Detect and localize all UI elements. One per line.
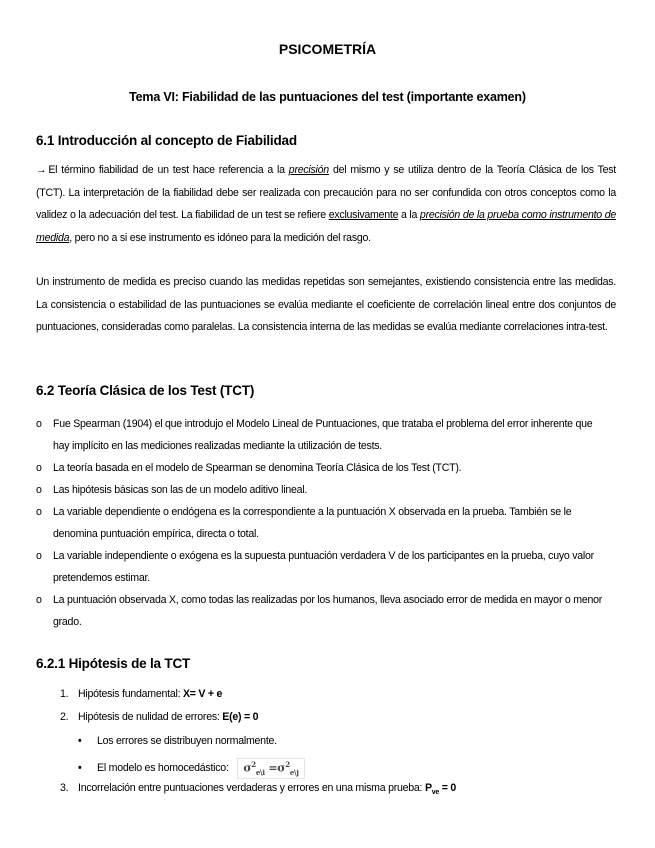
list-item: o La puntuación observada X, como todas las realizadas por los humanos, lleva asociado error de medida en mayor o menor grado. <box>36 589 611 633</box>
arrow-icon: → <box>36 164 47 176</box>
list-item: o La teoría basada en el modelo de Spearman se denomina Teoría Clásica de los Test (TCT). <box>36 457 611 479</box>
section-heading-6-2-1: 6.2.1 Hipótesis de la TCT <box>36 656 191 671</box>
page-title: PSICOMETRÍA <box>278 41 377 57</box>
bullet-icon: o <box>36 594 42 606</box>
paragraph-measurement-consistency: Un instrumento de medida es preciso cuando las medidas repetidas son semejantes, existiendo consistencia entre las medidas. La consistencia o estabilidad de las puntuaciones se evalúa mediante el coeficiente de correlación lineal entre dos conjuntos de puntuaciones, consideradas como paralelas. La consistencia interna de las medidas se evalúa mediante correlaciones intra-test. <box>36 276 616 334</box>
emphasis-instrument-precision: precisión de la prueba como instrumento de medida <box>36 209 616 244</box>
bullet-icon: o <box>36 550 42 562</box>
list-item: o La variable independiente o exógena es la supuesta puntuación verdadera V de los participantes en la prueba, cuyo valor pretendemos estimar. <box>36 545 611 589</box>
bullet-icon: o <box>36 506 42 518</box>
paragraph-reliability-definition: → El término fiabilidad de un test hace referencia a la precisión del mismo y se utiliza dentro de la Teoría Clásica de los Test (TCT). La interpretación de la fiabilidad debe ser realizada con precaución para no ser confundida con otros conceptos como la validez o la adecuación del test. La fiabilidad de un test se refiere exclusivamente a la precisión de la prueba como instrumento de medida, pero no a si ese instrumento es idóneo para la medición del rasgo. <box>36 159 616 249</box>
formula-homoscedasticity: $\sigma^2_{e\backslash i} =\sigma^2_{e\backslash j}$ <box>237 758 304 779</box>
hypothesis-item-1: 1. Hipótesis fundamental: X= V + e <box>60 688 223 700</box>
bullet-icon: o <box>36 462 42 474</box>
list-item: o Fue Spearman (1904) el que introdujo el Modelo Lineal de Puntuaciones, que trataba el problema del error inherente que hay implícito en las mediciones realizadas mediante la utilización de tests. <box>36 413 611 457</box>
formula-null-errors: E(e) = 0 <box>222 711 259 723</box>
formula-uncorrelation: $P_{ve} = 0$ <box>424 782 457 797</box>
hypothesis-item-2: 2. Hipótesis de nulidad de errores: E(e) = 0 <box>60 711 259 723</box>
formula-fundamental: X= V + e <box>182 688 223 700</box>
emphasis-precision: precisión <box>288 164 329 176</box>
topic-title: Tema VI: Fiabilidad de las puntuaciones del test (importante examen) <box>129 90 526 104</box>
emphasis-exclusively: exclusivamente <box>328 209 399 222</box>
list-item: o La variable dependiente o endógena es la correspondiente a la puntuación X observada en la prueba. También se le denomina puntuación empírica, directa o total. <box>36 501 611 545</box>
hypothesis-item-3: 3. Incorrelación entre puntuaciones verdaderas y errores en una misma prueba: $P_{ve} = 0$ <box>60 782 457 797</box>
list-item: o Las hipótesis básicas son las de un modelo aditivo lineal. <box>36 479 611 501</box>
bullet-icon: o <box>36 418 42 430</box>
sub-list-item: • El modelo es homocedástico: $\sigma^2_{e\backslash i} =\sigma^2_{e\backslash j}$ <box>78 758 305 779</box>
bullet-icon: • <box>78 735 82 747</box>
section-heading-6-1: 6.1 Introducción al concepto de Fiabilidad <box>36 133 297 148</box>
bullet-icon: • <box>78 762 82 775</box>
bullet-icon: o <box>36 484 42 496</box>
section-heading-6-2: 6.2 Teoría Clásica de los Test (TCT) <box>36 383 255 398</box>
sub-list-item: • Los errores se distribuyen normalmente. <box>78 735 277 747</box>
